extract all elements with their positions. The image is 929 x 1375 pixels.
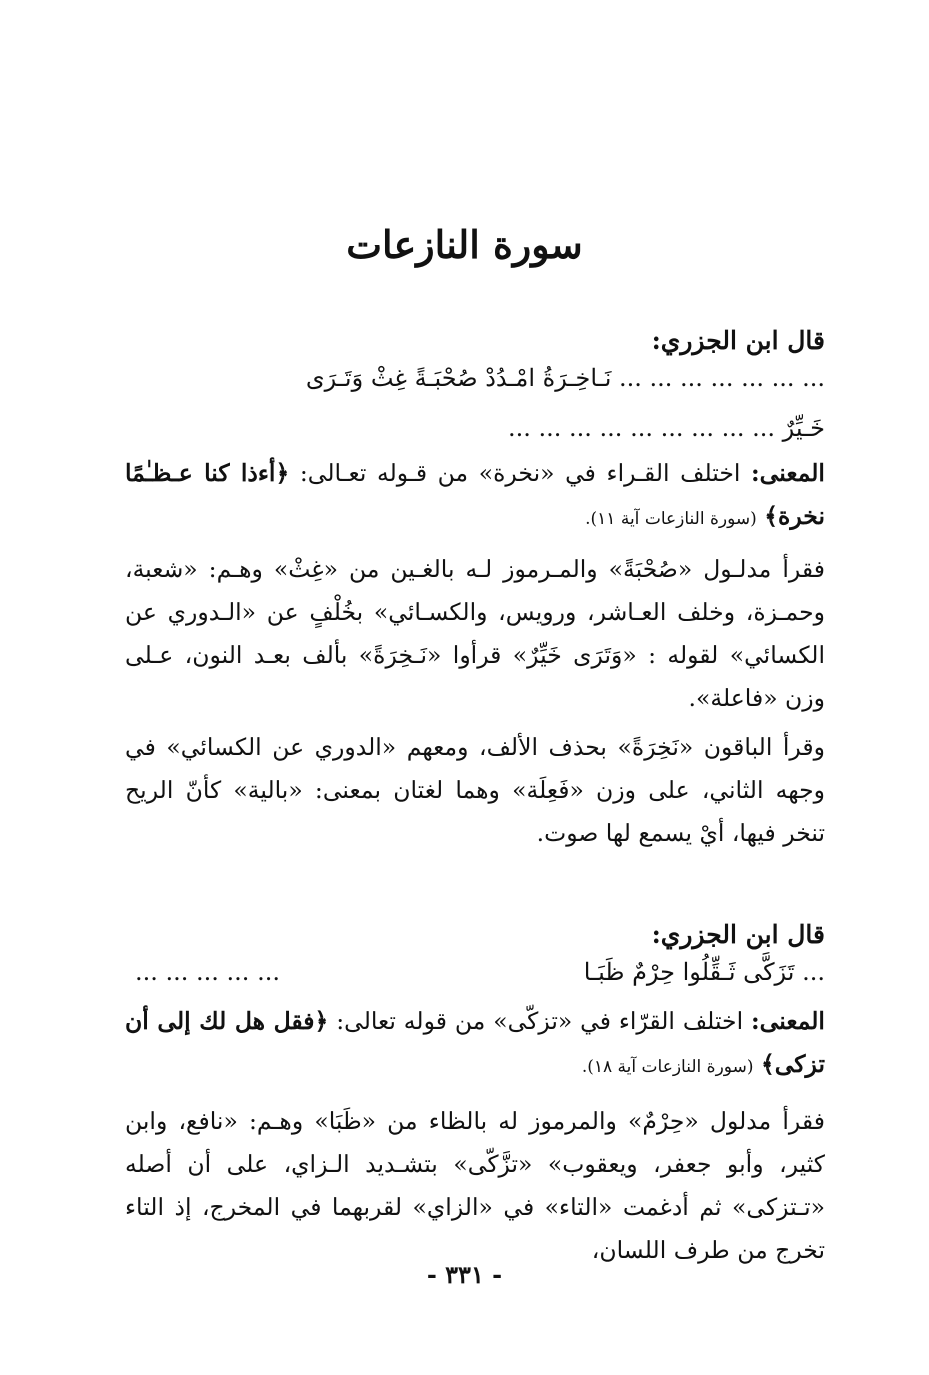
section1-verse-line1 (125, 364, 825, 408)
meaning-label: المعنى: (751, 459, 825, 487)
verse-reference: (سورة النازعات آية ١٨). (581, 1057, 754, 1077)
section2-verse-right: ... تَزَكَّى ثَـقِّلُوا حِرْمٌ ظَبَـا (583, 958, 825, 986)
section1-paragraph-3: وقرأ الباقون «نَخِرَةً» بحذف الألف، ومعهم «الدوري عن الكسائي» في وجهه الثاني، على وزن «فَعِلَة» وهما لغتان بمعنى: «بالية» كأنّ الريح تنخر فيها، أيْ يسمع لها صوت. (125, 733, 825, 847)
section1-paragraph-2: فقرأ مدلـول «صُحْبَةً» والمـرموز لـه بالغـين من «غِثْ» وهـم: «شعبة، وحمـزة، وخلف العـاشر، ورويس، والكسـائي» بخُلْفٍ عن «الـدوري عن الكسائي» لقوله : «وَتَرَى خَيِّرٌ» قرأوا «نَـخِرَةً» بألف بعـد النون، عـلى وزن «فاعلة». (125, 555, 825, 712)
section2-verse-line (125, 958, 825, 1002)
section1-meaning-paragraph (125, 452, 825, 541)
section1-verse-line2-text: خَـيِّرٌ ... ... ... ... ... ... ... ... ... (508, 414, 825, 442)
section1-verse-line1-text: ... ... ... ... ... ... ... نَـاخِـرَةُ امْـدُدْ صُحْبَـةً غِثْ وَتَـرَى (305, 364, 825, 392)
section2-verse-left: ... ... ... ... ... (135, 958, 280, 986)
surah-title: سورة النازعات (346, 222, 583, 267)
section2-said: قال ابن الجزري: (651, 920, 825, 949)
quran-quote: ﴿فقل هل لك إلى أن تزكى﴾ (125, 1007, 825, 1078)
quran-quote: ﴿أءذا كنا عـظـٰمًا نخرة﴾ (125, 459, 825, 530)
section2-meaning-paragraph (125, 1000, 825, 1089)
page-number: - ٣٣١ - (426, 1260, 503, 1289)
meaning-text: اختلف القرّاء في «تزكّى» من قوله تعالى: (336, 1007, 744, 1035)
section1-said: قال ابن الجزري: (651, 326, 825, 355)
meaning-text: اختلف القـراء في «نخرة» من قـوله تعـالى: (299, 459, 741, 487)
section2-paragraph-2: فقرأ مدلول «حِرْمٌ» والمرموز له بالظاء من «ظَبَا» وهـم: «نافع، وابن كثير، وأبو جعفر، ويعقوب» «تزَّكّى» بتشـديد الـزاي، على أن أصله «تـتزكى» ثم أدغمت «التاء» في «الزاي» لقربهما في المخرج، إذ التاء تخرج من طرف اللسان، (125, 1107, 825, 1264)
meaning-label: المعنى: (751, 1007, 825, 1035)
verse-reference: (سورة النازعات آية ١١). (585, 509, 757, 529)
